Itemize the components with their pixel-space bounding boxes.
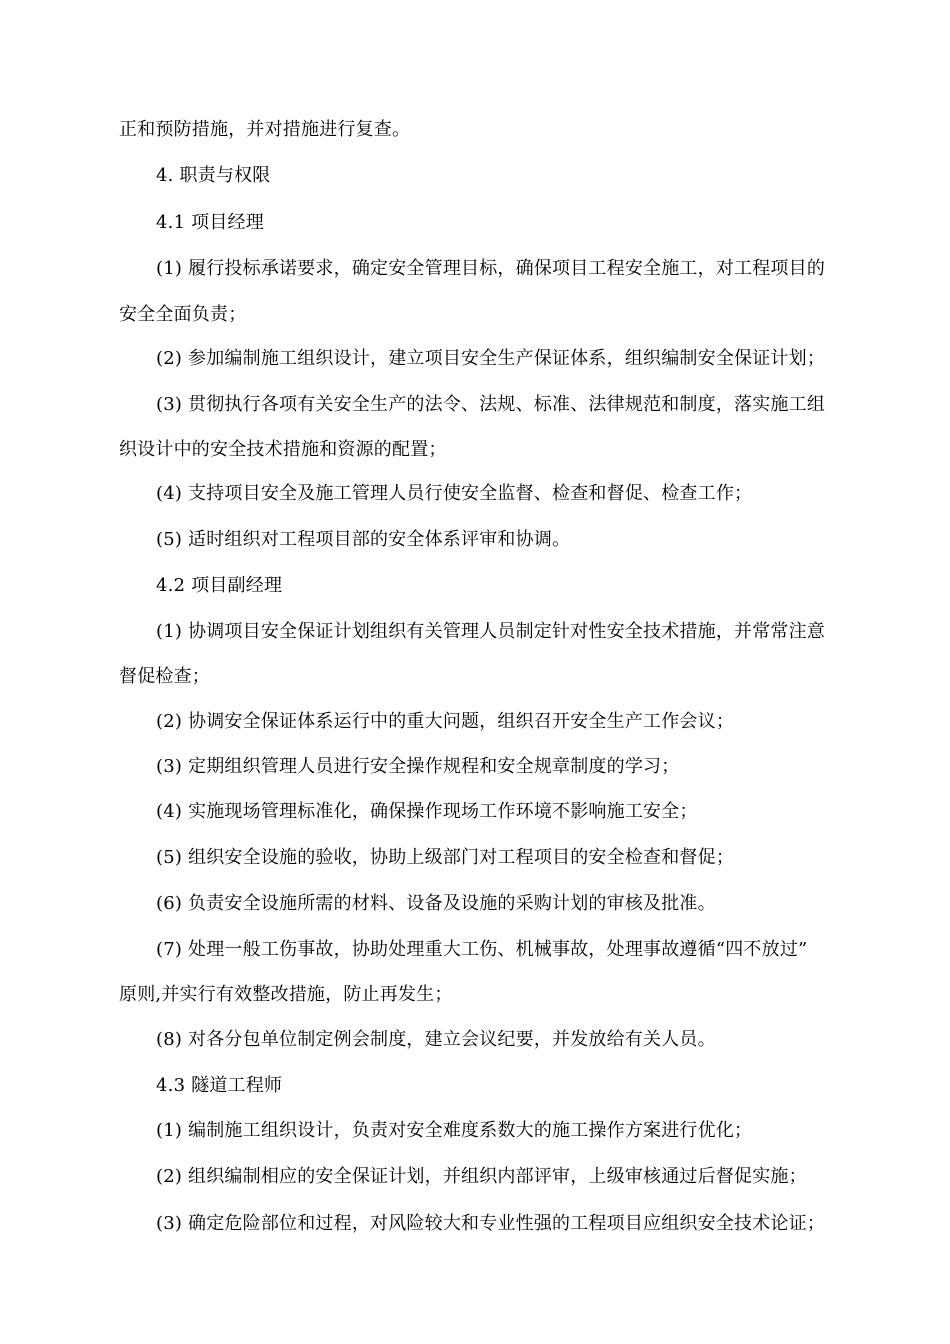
list-item: (1) 协调项目安全保证计划组织有关管理人员制定针对性安全技术措施，并常常注意 (156, 621, 826, 642)
list-item-continuation: 原则,并实行有效整改措施，防止再发生； (119, 984, 453, 1005)
list-item: (5) 适时组织对工程项目部的安全体系评审和协调。 (156, 529, 571, 550)
list-item: (1) 编制施工组织设计，负责对安全难度系数大的施工操作方案进行优化； (156, 1120, 753, 1141)
list-item: (2) 参加编制施工组织设计，建立项目安全生产保证体系，组织编制安全保证计划； (156, 348, 826, 369)
subsection-heading: 4.2 项目副经理 (156, 575, 283, 596)
list-item: (7) 处理一般工伤事故，协助处理重大工伤、机械事故，处理事故遵循“四不放过” (156, 939, 808, 960)
list-item: (3) 定期组织管理人员进行安全操作规程和安全规章制度的学习； (156, 756, 680, 777)
list-item: (5) 组织安全设施的验收，协助上级部门对工程项目的安全检查和督促； (156, 847, 735, 868)
list-item-continuation: 安全全面负责； (119, 304, 247, 325)
list-item: (2) 协调安全保证体系运行中的重大问题，组织召开安全生产工作会议； (156, 711, 735, 732)
list-item: (4) 实施现场管理标准化，确保操作现场工作环境不影响施工安全； (156, 801, 698, 822)
list-item-continuation: 督促检查； (119, 666, 210, 687)
list-item: (3) 确定危险部位和过程，对风险较大和专业性强的工程项目应组织安全技术论证； (156, 1213, 826, 1234)
list-item-continuation: 织设计中的安全技术措施和资源的配置； (119, 439, 447, 460)
list-item: (2) 组织编制相应的安全保证计划，并组织内部评审，上级审核通过后督促实施； (156, 1166, 807, 1187)
subsection-heading: 4.1 项目经理 (156, 212, 264, 233)
list-item: (4) 支持项目安全及施工管理人员行使安全监督、检查和督促、检查工作； (156, 483, 753, 504)
list-item: (8) 对各分包单位制定例会制度，建立会议纪要，并发放给有关人员。 (156, 1029, 716, 1050)
paragraph-line: 正和预防措施，并对措施进行复查。 (119, 119, 411, 140)
section-heading: 4. 职责与权限 (156, 165, 271, 186)
list-item: (3) 贯彻执行各项有关安全生产的法令、法规、标准、法律规范和制度，落实施工组 (156, 394, 826, 415)
subsection-heading: 4.3 隧道工程师 (156, 1075, 283, 1096)
list-item: (6) 负责安全设施所需的材料、设备及设施的采购计划的审核及批准。 (156, 893, 716, 914)
list-item: (1) 履行投标承诺要求，确定安全管理目标，确保项目工程安全施工，对工程项目的 (156, 258, 826, 279)
